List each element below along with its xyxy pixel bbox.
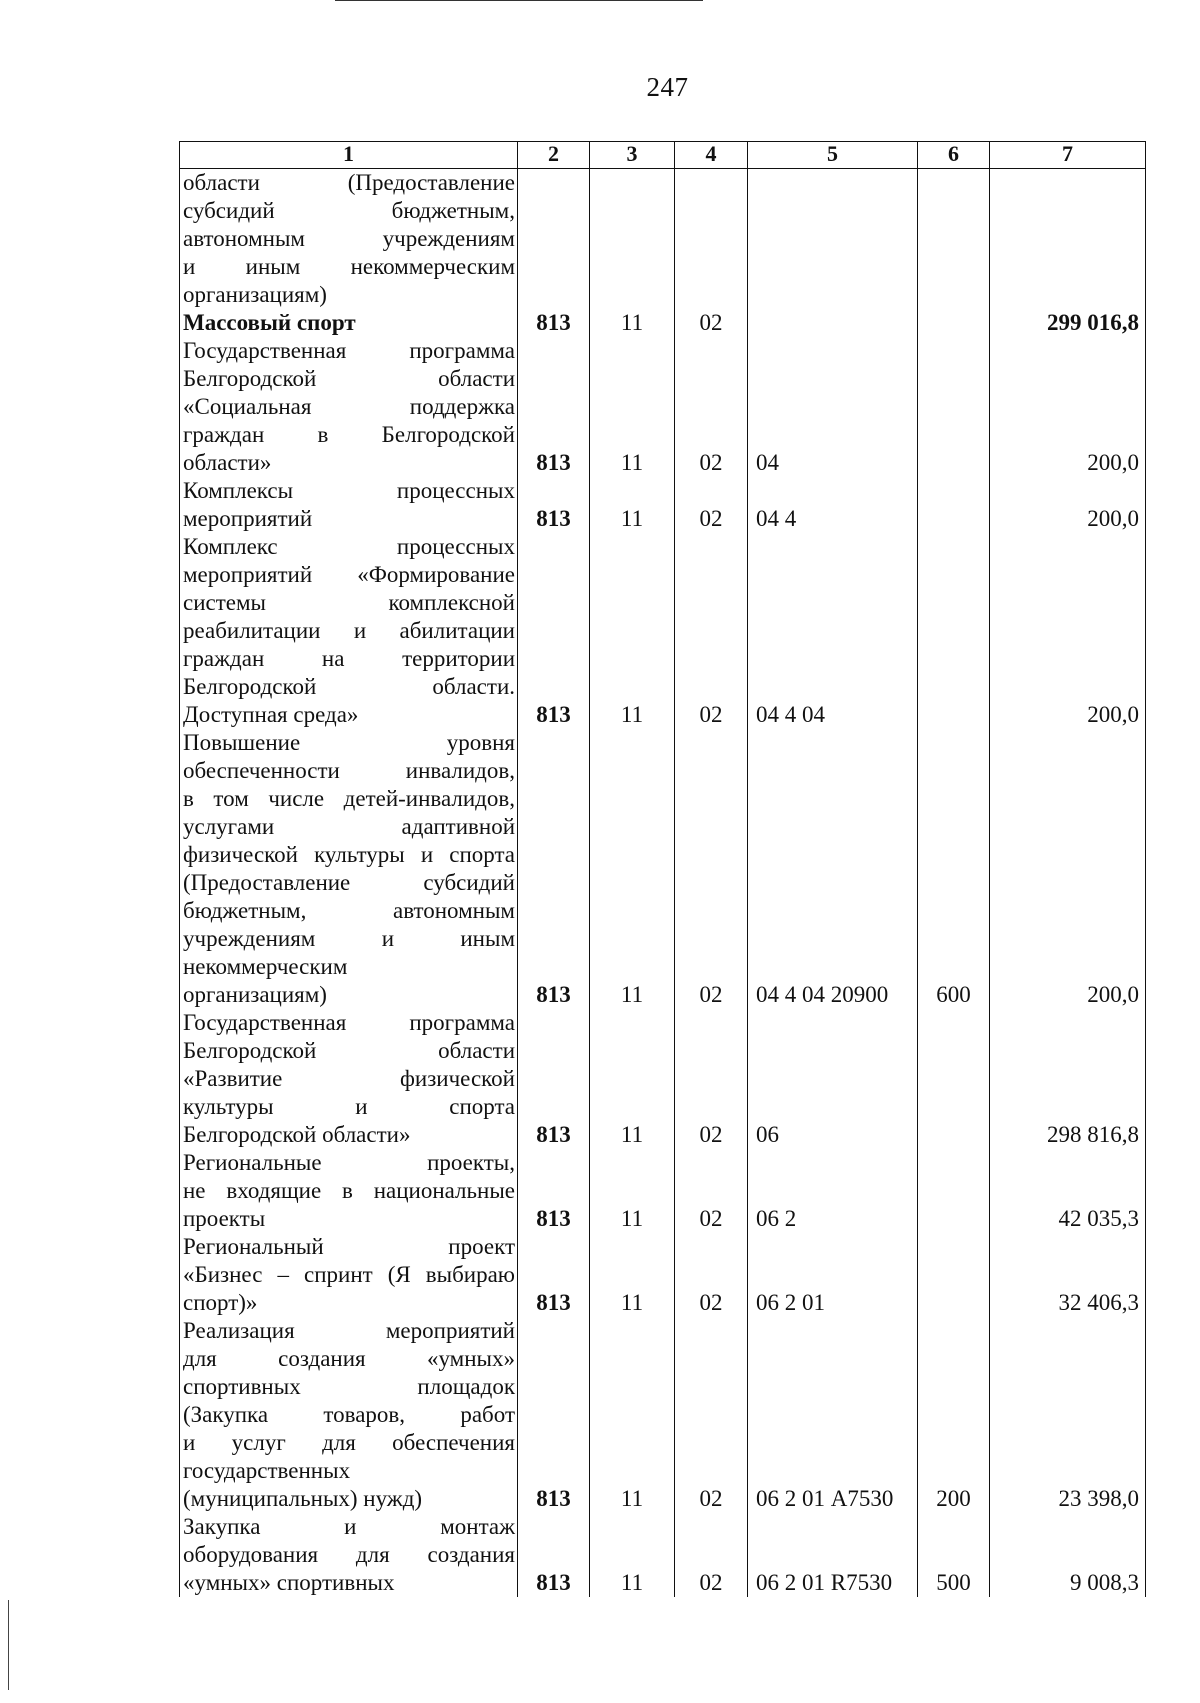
table-row [180, 729, 1146, 1009]
description-line: Повышение уровня [183, 730, 515, 755]
page-number: 247 [646, 72, 689, 102]
col-header-2: 2 [518, 142, 590, 169]
cell-target-article: 06 2 [748, 1149, 918, 1233]
table-row [180, 1149, 1146, 1233]
description-line: спортивных площадок [183, 1374, 515, 1399]
cell-expense-type: 500 [918, 1513, 990, 1597]
cell-expense-type [918, 533, 990, 729]
cell-grbs: 813 [518, 477, 590, 533]
cell-subsection: 02 [675, 729, 748, 1009]
cell-amount: 200,0 [990, 337, 1146, 477]
row-description [180, 1233, 518, 1317]
description-line: государственных [183, 1458, 351, 1483]
cell-subsection: 02 [675, 309, 748, 337]
cell-expense-type [918, 337, 990, 477]
cell-amount: 200,0 [990, 533, 1146, 729]
cell-target-article: 06 2 01 R7530 [748, 1513, 918, 1597]
cell-section: 11 [590, 1233, 675, 1317]
cell-subsection: 02 [675, 1513, 748, 1597]
table-body [180, 169, 1146, 1598]
cell-target-article: 04 [748, 337, 918, 477]
cell-section: 11 [590, 533, 675, 729]
cell-section: 11 [590, 337, 675, 477]
description-line: Доступная среда» [183, 702, 359, 727]
cell-expense-type [918, 169, 990, 310]
cell-amount: 299 016,8 [990, 309, 1146, 337]
col-header-6: 6 [918, 142, 990, 169]
cell-amount: 42 035,3 [990, 1149, 1146, 1233]
cell-section: 11 [590, 1009, 675, 1149]
cell-target-article [748, 309, 918, 337]
cell-target-article: 04 4 [748, 477, 918, 533]
table-row [180, 1513, 1146, 1597]
cell-section: 11 [590, 1513, 675, 1597]
cell-subsection: 02 [675, 1149, 748, 1233]
description-line: Закупка и монтаж [183, 1514, 515, 1539]
cell-subsection: 02 [675, 1317, 748, 1513]
cell-section: 11 [590, 309, 675, 337]
cell-expense-type: 600 [918, 729, 990, 1009]
description-line: Белгородской области. [183, 674, 515, 699]
cell-expense-type [918, 1233, 990, 1317]
top-rule [335, 0, 703, 1]
cell-grbs: 813 [518, 1233, 590, 1317]
cell-subsection: 02 [675, 1009, 748, 1149]
description-line: проекты [183, 1206, 266, 1231]
cell-grbs: 813 [518, 337, 590, 477]
cell-amount: 298 816,8 [990, 1009, 1146, 1149]
cell-grbs: 813 [518, 309, 590, 337]
cell-grbs: 813 [518, 533, 590, 729]
description-line: мероприятий [183, 506, 313, 531]
cell-target-article: 06 [748, 1009, 918, 1149]
row-description [180, 729, 518, 1009]
cell-amount: 200,0 [990, 729, 1146, 1009]
header-row [180, 142, 1146, 169]
description-line: мероприятий «Формирование [183, 562, 515, 587]
description-line: граждан в Белгородской [183, 422, 515, 447]
description-line: «умных» спортивных [183, 1570, 395, 1595]
description-line: культуры и спорта [183, 1094, 515, 1119]
description-line: области» [183, 450, 272, 475]
cell-subsection: 02 [675, 1233, 748, 1317]
cell-amount: 200,0 [990, 477, 1146, 533]
description-line: автономным учреждениям [183, 226, 515, 251]
cell-target-article: 04 4 04 [748, 533, 918, 729]
table-row [180, 1233, 1146, 1317]
cell-expense-type [918, 477, 990, 533]
description-line: обеспеченности инвалидов, [183, 758, 515, 783]
cell-expense-type [918, 1149, 990, 1233]
table-row [180, 309, 1146, 337]
col-header-1: 1 [180, 142, 518, 169]
row-description [180, 1009, 518, 1149]
cell-target-article: 06 2 01 [748, 1233, 918, 1317]
description-line: в том числе детей-инвалидов, [183, 786, 515, 811]
description-line: Реализация мероприятий [183, 1318, 515, 1343]
description-line: физической культуры и спорта [183, 842, 515, 867]
description-line: (муниципальных) нужд) [183, 1486, 423, 1511]
description-line: организациям) [183, 282, 327, 307]
cell-expense-type [918, 309, 990, 337]
description-line: граждан на территории [183, 646, 515, 671]
description-line: системы комплексной [183, 590, 515, 615]
description-line: «Социальная поддержка [183, 394, 515, 419]
description-line: субсидий бюджетным, [183, 198, 515, 223]
description-line: Комплексы процессных [183, 478, 515, 503]
row-description [180, 533, 518, 729]
table-row [180, 1317, 1146, 1513]
row-description [180, 1317, 518, 1513]
cell-subsection: 02 [675, 533, 748, 729]
cell-expense-type: 200 [918, 1317, 990, 1513]
description-line: учреждениям и иным [183, 926, 515, 951]
cell-amount [990, 169, 1146, 310]
description-line: Белгородской области [183, 1038, 515, 1063]
description-line: и иным некоммерческим [183, 254, 515, 279]
table-row [180, 1009, 1146, 1149]
table-row [180, 533, 1146, 729]
description-line: услугами адаптивной [183, 814, 515, 839]
cell-grbs [518, 169, 590, 310]
cell-section: 11 [590, 477, 675, 533]
cell-grbs: 813 [518, 1009, 590, 1149]
row-description [180, 309, 518, 337]
row-description [180, 1513, 518, 1597]
row-description [180, 477, 518, 533]
description-line: Белгородской области [183, 366, 515, 391]
description-line: для создания «умных» [183, 1346, 515, 1371]
cell-target-article: 04 4 04 20900 [748, 729, 918, 1009]
description-line: Комплекс процессных [183, 534, 515, 559]
cell-section: 11 [590, 1317, 675, 1513]
row-description [180, 169, 518, 310]
col-header-7: 7 [990, 142, 1146, 169]
description-line: Государственная программа [183, 338, 515, 363]
cell-section: 11 [590, 1149, 675, 1233]
description-line: Государственная программа [183, 1010, 515, 1035]
cell-amount: 9 008,3 [990, 1513, 1146, 1597]
scan-edge-mark [8, 1600, 9, 1690]
cell-grbs: 813 [518, 1513, 590, 1597]
description-line: не входящие в национальные [183, 1178, 515, 1203]
cell-target-article: 06 2 01 А7530 [748, 1317, 918, 1513]
table-row [180, 169, 1146, 310]
budget-table [179, 141, 1146, 1597]
cell-amount: 32 406,3 [990, 1233, 1146, 1317]
cell-subsection: 02 [675, 337, 748, 477]
description-line: Региональные проекты, [183, 1150, 515, 1175]
col-header-3: 3 [590, 142, 675, 169]
description-line: реабилитации и абилитации [183, 618, 515, 643]
cell-section: 11 [590, 729, 675, 1009]
cell-expense-type [918, 1009, 990, 1149]
description-line: Белгородской области» [183, 1122, 411, 1147]
cell-amount: 23 398,0 [990, 1317, 1146, 1513]
row-description [180, 337, 518, 477]
description-line: бюджетным, автономным [183, 898, 515, 923]
cell-grbs: 813 [518, 1317, 590, 1513]
description-line: Массовый спорт [183, 310, 356, 335]
description-line: спорт)» [183, 1290, 258, 1315]
description-line: некоммерческим [183, 954, 348, 979]
description-line: Региональный проект [183, 1234, 515, 1259]
description-line: «Бизнес – спринт (Я выбираю [183, 1262, 515, 1287]
description-line: «Развитие физической [183, 1066, 515, 1091]
table-row [180, 477, 1146, 533]
table-row [180, 337, 1146, 477]
col-header-4: 4 [675, 142, 748, 169]
row-description [180, 1149, 518, 1233]
description-line: (Закупка товаров, работ [183, 1402, 515, 1427]
description-line: (Предоставление субсидий [183, 870, 515, 895]
description-line: области (Предоставление [183, 170, 515, 195]
description-line: и услуг для обеспечения [183, 1430, 515, 1455]
cell-subsection: 02 [675, 477, 748, 533]
col-header-5: 5 [748, 142, 918, 169]
description-line: организациям) [183, 982, 327, 1007]
cell-target-article [748, 169, 918, 310]
cell-grbs: 813 [518, 1149, 590, 1233]
description-line: оборудования для создания [183, 1542, 515, 1567]
cell-section [590, 169, 675, 310]
cell-grbs: 813 [518, 729, 590, 1009]
cell-subsection [675, 169, 748, 310]
